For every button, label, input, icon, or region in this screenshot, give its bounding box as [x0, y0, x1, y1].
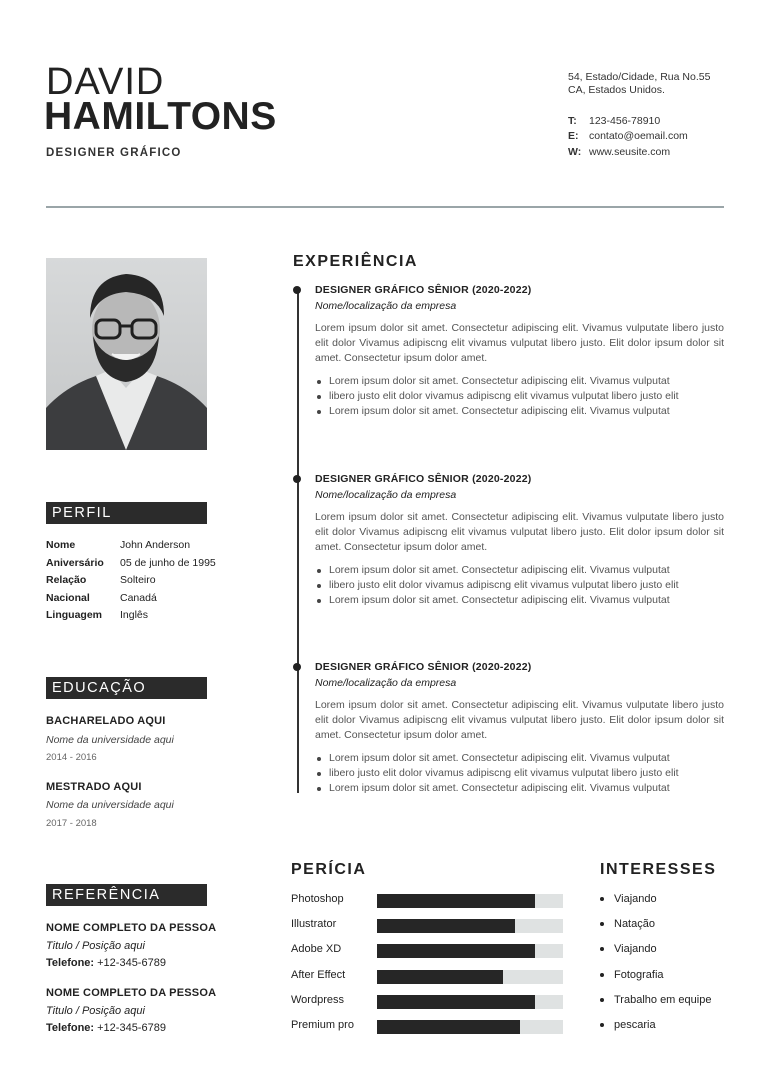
reference-phone: [46, 1022, 166, 1034]
skill-name: After Effect: [291, 968, 346, 981]
education-degree: BACHARELADO AQUI: [46, 715, 166, 727]
experience-bullet: libero justo elit dolor vivamus adipiscng elit vivamus vulputat libero justo elit: [315, 766, 724, 781]
email-value: contato@oemail.com: [589, 130, 688, 142]
experience-title: DESIGNER GRÁFICO SÊNIOR (2020-2022): [315, 284, 532, 296]
skill-bar-fill: [377, 919, 515, 933]
references-section-title: REFERÊNCIA: [46, 884, 207, 906]
interest-label: Fotografia: [614, 968, 664, 981]
reference-phone-value: +12-345-6789: [94, 1022, 166, 1034]
last-name: HAMILTONS: [44, 95, 277, 138]
skill-name: Photoshop: [291, 893, 344, 905]
interest-label: Viajando: [614, 943, 657, 956]
experience-description: Lorem ipsum dolor sit amet. Consectetur adipiscing elit. Vivamus vulputate libero justo elit dolor Vivamus adipiscng elit vivamus vulputat libero justo. Elit dolor ipsum dolor sit amet. Consectetur ipsum dolor amet.: [315, 511, 724, 553]
skill-name: Adobe XD: [291, 943, 342, 956]
experience-bullet: Lorem ipsum dolor sit amet. Consectetur adipiscing elit. Vivamus vulputat: [315, 593, 724, 608]
experience-bullet: libero justo elit dolor vivamus adipiscng elit vivamus vulputat libero justo elit: [315, 389, 724, 404]
skill-bar-track: [377, 944, 563, 958]
profile-key: Nacional: [46, 592, 90, 604]
person-avatar-icon: [46, 258, 207, 450]
reference-title: Titulo / Posição aqui: [46, 1005, 145, 1017]
profile-value: 05 de junho de 1995: [120, 557, 216, 569]
skill-bar-fill: [377, 995, 535, 1009]
skill-bar-fill: [377, 894, 535, 908]
profile-row: [46, 557, 216, 569]
phone-label: T:: [568, 115, 577, 127]
profile-key: Linguagem: [46, 609, 103, 621]
experience-title: DESIGNER GRÁFICO SÊNIOR (2020-2022): [315, 473, 532, 485]
header-divider: [46, 206, 724, 208]
experience-bullets: [315, 751, 724, 796]
interest-label: Trabalho em equipe: [614, 993, 712, 1006]
profile-key: Relação: [46, 574, 87, 586]
experience-bullet: Lorem ipsum dolor sit amet. Consectetur adipiscing elit. Vivamus vulputat: [315, 563, 724, 578]
reference-phone-label: Telefone:: [46, 957, 95, 969]
skill-bar-track: [377, 995, 563, 1009]
interest-label: Natação: [614, 918, 655, 931]
job-title: DESIGNER GRÁFICO: [46, 147, 182, 159]
profile-photo: [46, 258, 207, 450]
reference-phone-value: +12-345-6789: [94, 957, 166, 969]
web-value: www.seusite.com: [589, 146, 671, 158]
skill-bar-fill: [377, 1020, 520, 1034]
timeline-line: [297, 290, 299, 793]
reference-phone: [46, 957, 166, 969]
timeline-dot-icon: [293, 663, 301, 671]
skill-bar-track: [377, 919, 563, 933]
address: [568, 71, 748, 97]
skill-name: Wordpress: [291, 993, 344, 1006]
skill-bar-track: [377, 894, 563, 908]
contact-email: [568, 130, 748, 142]
interest-label: Viajando: [614, 893, 657, 905]
address-line-1: 54, Estado/Cidade, Rua No.55: [568, 71, 711, 83]
skill-bar-track: [377, 1020, 563, 1034]
experience-description: Lorem ipsum dolor sit amet. Consectetur adipiscing elit. Vivamus vulputate libero justo elit dolor Vivamus adipiscng elit vivamus vulputat libero justo. Elit dolor ipsum dolor sit amet. Consectetur ipsum dolor amet.: [315, 322, 724, 364]
bullet-icon: [600, 973, 604, 977]
phone-value: 123-456-78910: [589, 115, 661, 127]
timeline-dot-icon: [293, 475, 301, 483]
interest-label: pescaria: [614, 1019, 656, 1031]
experience-section-title: EXPERIÊNCIA: [293, 253, 418, 270]
profile-row: [46, 539, 190, 551]
experience-company: Nome/localização da empresa: [315, 489, 457, 501]
profile-row: [46, 574, 156, 586]
bullet-icon: [600, 922, 604, 926]
bullet-icon: [600, 897, 604, 901]
timeline-dot-icon: [293, 286, 301, 294]
education-degree: MESTRADO AQUI: [46, 781, 142, 793]
profile-row: [46, 592, 157, 604]
experience-bullet: Lorem ipsum dolor sit amet. Consectetur adipiscing elit. Vivamus vulputat: [315, 781, 724, 796]
skill-bar-fill: [377, 944, 535, 958]
education-years: 2014 - 2016: [46, 752, 97, 763]
bullet-icon: [600, 947, 604, 951]
profile-value: Solteiro: [120, 574, 156, 586]
interest-item: [600, 994, 711, 1006]
skill-bar-track: [377, 970, 563, 984]
experience-bullet: libero justo elit dolor vivamus adipiscng elit vivamus vulputat libero justo elit: [315, 578, 724, 593]
education-school: Nome da universidade aqui: [46, 799, 174, 811]
interest-item: [600, 969, 664, 981]
interests-section-title: INTERESSES: [600, 861, 717, 878]
experience-bullets: [315, 374, 724, 419]
skill-name: Premium pro: [291, 1019, 354, 1031]
reference-title: Titulo / Posição aqui: [46, 940, 145, 952]
experience-bullet: Lorem ipsum dolor sit amet. Consectetur adipiscing elit. Vivamus vulputat: [315, 404, 724, 419]
first-name: DAVID: [46, 61, 165, 103]
reference-name: NOME COMPLETO DA PESSOA: [46, 922, 217, 934]
skill-bar-fill: [377, 970, 503, 984]
experience-bullet: Lorem ipsum dolor sit amet. Consectetur adipiscing elit. Vivamus vulputat: [315, 751, 724, 766]
experience-bullet: Lorem ipsum dolor sit amet. Consectetur adipiscing elit. Vivamus vulputat: [315, 374, 724, 389]
experience-title: DESIGNER GRÁFICO SÊNIOR (2020-2022): [315, 661, 532, 673]
experience-bullets: [315, 563, 724, 608]
profile-value: Canadá: [120, 592, 157, 604]
reference-name: NOME COMPLETO DA PESSOA: [46, 987, 217, 999]
bullet-icon: [600, 1023, 604, 1027]
contact-phone: [568, 115, 748, 127]
skills-section-title: PERÍCIA: [291, 861, 367, 878]
interest-item: [600, 1019, 656, 1031]
interest-item: [600, 893, 657, 905]
address-line-2: CA, Estados Unidos.: [568, 84, 665, 96]
education-section-title: EDUCAÇÃO: [46, 677, 207, 699]
experience-company: Nome/localização da empresa: [315, 677, 457, 689]
profile-value: Inglês: [120, 609, 149, 621]
education-school: Nome da universidade aqui: [46, 734, 174, 746]
profile-row: [46, 609, 148, 621]
reference-phone-label: Telefone:: [46, 1022, 95, 1034]
skill-name: Illustrator: [291, 918, 337, 931]
experience-company: Nome/localização da empresa: [315, 300, 457, 312]
interest-item: [600, 943, 657, 955]
profile-value: John Anderson: [120, 539, 191, 551]
contact-web: [568, 146, 748, 158]
bullet-icon: [600, 998, 604, 1002]
web-label: W:: [568, 146, 582, 158]
profile-key: Aniversário: [46, 557, 104, 569]
email-label: E:: [568, 130, 579, 142]
interest-item: [600, 918, 655, 930]
experience-description: Lorem ipsum dolor sit amet. Consectetur adipiscing elit. Vivamus vulputate libero justo elit dolor Vivamus adipiscng elit vivamus vulputat libero justo. Elit dolor ipsum dolor sit amet. Consectetur ipsum dolor amet.: [315, 699, 724, 741]
education-years: 2017 - 2018: [46, 818, 97, 829]
profile-key: Nome: [46, 539, 76, 551]
profile-section-title: PERFIL: [46, 502, 207, 524]
